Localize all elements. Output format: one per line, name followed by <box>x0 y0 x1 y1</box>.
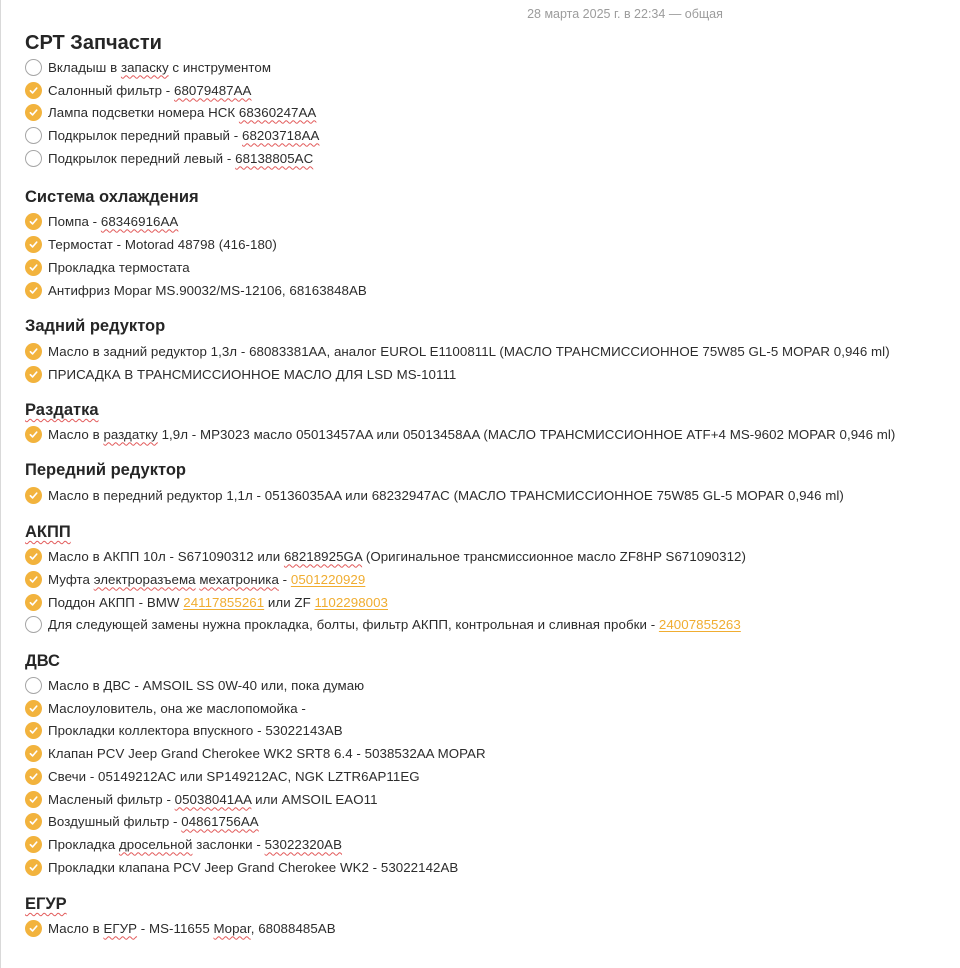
item-text[interactable] <box>48 214 178 229</box>
text-run: Клапан PCV Jeep Grand Cherokee WK2 SRT8 6.4 - 5038532AA MOPAR <box>48 745 486 761</box>
item-text[interactable] <box>48 260 190 275</box>
text-run: Подкрылок передний левый - <box>48 150 236 166</box>
item-text[interactable] <box>48 769 420 784</box>
text-run: - MS-11655 <box>137 920 214 936</box>
text-run: Масло в ДВС - AMSOIL SS 0W-40 или, пока думаю <box>48 677 365 693</box>
item-text[interactable] <box>48 344 890 359</box>
section-title: Передний редуктор <box>25 461 186 479</box>
checklist-item <box>25 280 367 300</box>
spellcheck-word: Mopar <box>213 920 251 936</box>
text-run: Масло в <box>48 426 104 442</box>
text-run: Масло в <box>48 920 104 936</box>
item-text[interactable] <box>48 572 365 587</box>
spellcheck-word: раздатку <box>103 426 158 442</box>
part-number-link[interactable]: 1102298003 <box>314 594 388 610</box>
text-run: заслонки - <box>192 836 265 852</box>
note-date-line: 28 марта 2025 г. в 22:34 — общая <box>527 7 723 21</box>
item-text[interactable] <box>48 792 378 807</box>
section-title: Задний редуктор <box>25 317 166 335</box>
checkmark-circle-icon[interactable] <box>25 700 42 717</box>
checklist-item <box>25 341 890 361</box>
checklist-item <box>25 234 277 254</box>
text-run: Маслоуловитель, она же маслопомойка - <box>48 700 306 716</box>
checkmark-circle-icon[interactable] <box>25 791 42 808</box>
section-title: АКПП <box>25 523 71 541</box>
checklist-item <box>25 257 190 277</box>
text-run: ПРИСАДКА В ТРАНСМИССИОННОЕ МАСЛО ДЛЯ LSD MS-10111 <box>48 366 457 382</box>
text-run: Масло в передний редуктор 1,1л - 05136035AA или 68232947AC (МАСЛО ТРАНСМИССИОННОЕ 75W85 GL-5 MOPAR 0,946 ml) <box>48 487 844 503</box>
item-text[interactable] <box>48 701 306 716</box>
text-run: Муфта <box>48 571 94 587</box>
checkmark-circle-icon[interactable] <box>25 282 42 299</box>
checkmark-circle-icon[interactable] <box>25 836 42 853</box>
checklist-item <box>25 698 306 718</box>
item-text[interactable] <box>48 105 316 120</box>
item-text[interactable] <box>48 83 251 98</box>
checklist-item <box>25 614 741 634</box>
checklist-item <box>25 592 388 612</box>
checkmark-circle-icon[interactable] <box>25 768 42 785</box>
spellcheck-word: электроразъема <box>93 571 196 587</box>
spellcheck-word: 68138805AC <box>235 150 314 166</box>
text-run: - <box>278 571 291 587</box>
checklist-item <box>25 546 746 566</box>
text-run: Салонный фильтр - <box>48 82 175 98</box>
item-text[interactable] <box>48 860 458 875</box>
text-run: (Оригинальное трансмиссионное масло ZF8HP S671090312) <box>362 548 746 564</box>
text-run: Поддон АКПП - BMW <box>48 594 184 610</box>
item-text[interactable] <box>48 837 342 852</box>
spellcheck-word: дросельной <box>118 836 193 852</box>
empty-circle-icon[interactable] <box>25 616 42 633</box>
spellcheck-word: мехатроника <box>199 571 279 587</box>
spellcheck-word: 68079487AA <box>174 82 252 98</box>
checkmark-circle-icon[interactable] <box>25 920 42 937</box>
spellcheck-word: 68203718AA <box>242 127 320 143</box>
checklist-item <box>25 720 343 740</box>
checklist-item <box>25 485 844 505</box>
checklist-item <box>25 424 895 444</box>
part-number-link[interactable]: 24117855261 <box>183 594 265 610</box>
item-text[interactable] <box>48 723 343 738</box>
checklist-item <box>25 569 365 589</box>
item-text[interactable] <box>48 549 746 564</box>
spellcheck-word: 68218925GA <box>283 548 363 564</box>
item-text[interactable] <box>48 283 367 298</box>
checklist-item <box>25 57 271 77</box>
checklist-item <box>25 789 378 809</box>
text-run: Свечи - 05149212AC или SP149212AC, NGK LZTR6AP11EG <box>48 768 420 784</box>
item-text[interactable] <box>48 595 388 610</box>
text-run: Масло в задний редуктор 1,3л - 68083381AA, аналог EUROL E1100811L (МАСЛО ТРАНСМИССИОННОЕ 75W85 GL-5 MOPAR 0,946 ml) <box>48 343 890 359</box>
item-text[interactable] <box>48 921 336 936</box>
text-run: Прокладки клапана PCV Jeep Grand Cherokee WK2 - 53022142AB <box>48 859 459 875</box>
checklist-item <box>25 125 319 145</box>
checklist-item <box>25 766 420 786</box>
empty-circle-icon[interactable] <box>25 59 42 76</box>
checkmark-circle-icon[interactable] <box>25 813 42 830</box>
item-text[interactable] <box>48 367 456 382</box>
item-text[interactable] <box>48 488 844 503</box>
text-run: или ZF <box>264 594 315 610</box>
text-run: Термостат - Motorad 48798 (416-180) <box>48 236 277 252</box>
spellcheck-word: 53022320AB <box>264 836 343 852</box>
text-run: Масленый фильтр - <box>48 791 175 807</box>
item-text[interactable] <box>48 427 895 442</box>
item-text[interactable] <box>48 617 741 632</box>
item-text[interactable] <box>48 128 319 143</box>
checkmark-circle-icon[interactable] <box>25 259 42 276</box>
item-text[interactable] <box>48 151 313 166</box>
checkmark-circle-icon[interactable] <box>25 487 42 504</box>
checklist-item <box>25 102 316 122</box>
checkmark-circle-icon[interactable] <box>25 213 42 230</box>
part-number-link[interactable]: 24007855263 <box>658 616 741 632</box>
empty-circle-icon[interactable] <box>25 677 42 694</box>
checklist-item <box>25 364 456 384</box>
checklist-item <box>25 918 336 938</box>
checklist-item <box>25 834 342 854</box>
checkmark-circle-icon[interactable] <box>25 594 42 611</box>
part-number-link[interactable]: 0501220929 <box>290 571 366 587</box>
checkmark-circle-icon[interactable] <box>25 104 42 121</box>
window-edge <box>0 0 1 968</box>
spellcheck-word: запаску <box>120 59 169 75</box>
checkmark-circle-icon[interactable] <box>25 82 42 99</box>
checklist-item <box>25 211 178 231</box>
text-run: Воздушный фильтр - <box>48 813 182 829</box>
text-run: Прокладки коллектора впускного - 53022143AB <box>48 722 343 738</box>
checkmark-circle-icon[interactable] <box>25 745 42 762</box>
checklist-item <box>25 148 313 168</box>
text-run: Масло в АКПП 10л - S671090312 или <box>48 548 284 564</box>
text-run: или AMSOIL EAO11 <box>251 791 378 807</box>
section-title: ЕГУР <box>25 895 67 913</box>
checkmark-circle-icon[interactable] <box>25 571 42 588</box>
section-title: СРТ Запчасти <box>25 32 162 54</box>
checkmark-circle-icon[interactable] <box>25 366 42 383</box>
empty-circle-icon[interactable] <box>25 150 42 167</box>
checklist-item <box>25 811 259 831</box>
text-run: с инструментом <box>168 59 272 75</box>
text-run: , 68088485AB <box>250 920 336 936</box>
spellcheck-word: 05038041AA <box>174 791 252 807</box>
item-text[interactable] <box>48 746 486 761</box>
spellcheck-word: ЕГУР <box>103 920 138 936</box>
item-text[interactable] <box>48 237 277 252</box>
text-run: Помпа - <box>48 213 101 229</box>
checkmark-circle-icon[interactable] <box>25 426 42 443</box>
checkmark-circle-icon[interactable] <box>25 859 42 876</box>
spellcheck-word: 68346916AA <box>100 213 179 229</box>
checklist-item <box>25 743 486 763</box>
checkmark-circle-icon[interactable] <box>25 343 42 360</box>
text-run: Антифриз Mopar MS.90032/MS-12106, 68163848AB <box>48 282 367 298</box>
spellcheck-word: 04861756AA <box>181 813 259 829</box>
section-title: Раздатка <box>25 401 99 419</box>
item-text[interactable] <box>48 814 259 829</box>
text-run: Для следующей замены нужна прокладка, болты, фильтр АКПП, контрольная и сливная пробки - <box>48 616 659 632</box>
checkmark-circle-icon[interactable] <box>25 236 42 253</box>
section-title: Система охлаждения <box>25 188 199 206</box>
checklist-item <box>25 857 458 877</box>
text-run: Подкрылок передний правый - <box>48 127 243 143</box>
text-run: Прокладка термостата <box>48 259 190 275</box>
checklist-item <box>25 675 364 695</box>
text-run: Лампа подсветки номера НСК <box>48 104 239 120</box>
item-text[interactable] <box>48 678 364 693</box>
spellcheck-word: 68360247AA <box>238 104 317 120</box>
checklist-item <box>25 80 251 100</box>
checkmark-circle-icon[interactable] <box>25 722 42 739</box>
text-run: 1,9л - MP3023 масло 05013457AA или 05013458AA (МАСЛО ТРАНСМИССИОННОЕ ATF+4 MS-9602 MOPAR 0,946 ml) <box>157 426 896 442</box>
item-text[interactable] <box>48 60 271 75</box>
text-run: Вкладыш в <box>48 59 121 75</box>
checkmark-circle-icon[interactable] <box>25 548 42 565</box>
empty-circle-icon[interactable] <box>25 127 42 144</box>
section-title: ДВС <box>25 652 60 670</box>
text-run: Прокладка <box>48 836 119 852</box>
